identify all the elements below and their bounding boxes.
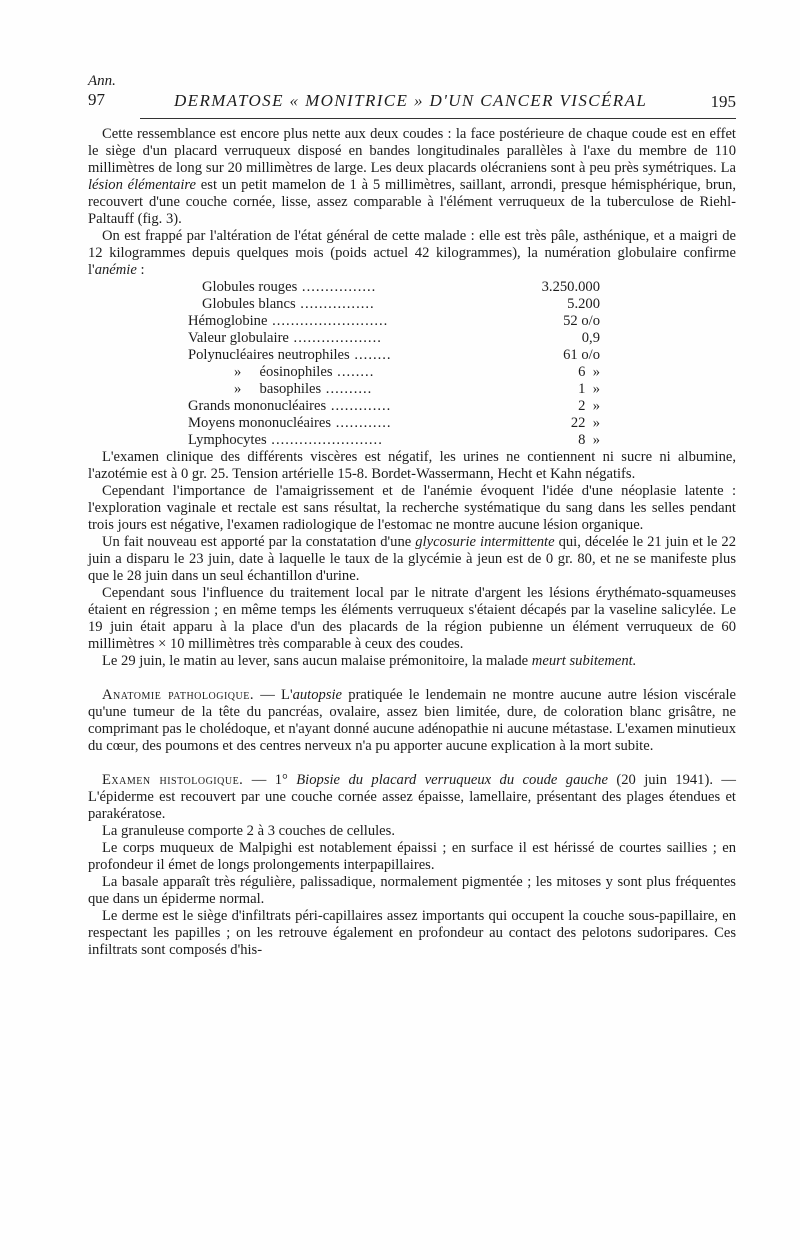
row-value: 5.200 [567,296,600,312]
leader-dots: ............ [331,415,392,431]
leader-dots: ............. [326,398,392,414]
leader-dots: ................ [297,279,377,295]
annotation-page-number: 97 [88,90,105,109]
leader-dots: .......... [321,381,373,397]
table-row [188,347,600,364]
row-label: Moyens mononucléaires [188,415,332,431]
row-value: 8 » [578,432,600,448]
row-value: 1 » [578,381,600,397]
table-row [188,330,600,347]
row-value: 22 » [570,415,600,431]
italic-term: anémie [94,262,137,278]
table-row [188,279,600,296]
running-title: DERMATOSE « MONITRICE » D'UN CANCER VISCÉRAL [174,91,648,110]
paragraph: Le derme est le siège d'infiltrats péri-capillaires assez importants qui occupent la couche sous-papillaire, en respectant les papilles ; on les retrouve également en profondeur au contact des pelotons sudoripares. Ces infiltrats sont composés d'his- [88,908,736,958]
row-label: Polynucléaires neutrophiles [188,347,350,363]
paragraph: La granuleuse comporte 2 à 3 couches de cellules. [102,823,395,839]
table-row [188,364,600,381]
text-run: est un petit mamelon de 1 à 5 millimètres, saillant, arrondi, presque hémisphérique, brun, recouvert d'une couche cornée, lisse, assez comparable à l'élément verruqueux de la tuberculose de Riehl-Paltauff (fig. 3). [88,177,736,227]
italic-term: lésion élémentaire [88,177,196,193]
text-run: On est frappé par l'altération de l'état général de cette malade : elle est très pâle, asthénique, et a maigri de 12 kilogrammes depuis quelques mois (poids actuel 42 kilogrammes), la numération globulaire confirme l' [88,228,736,278]
paragraph: La basale apparaît très régulière, palissadique, normalement pigmentée ; les mitoses y sont plus fréquentes que dans un épiderme normal. [88,874,736,907]
paragraph [88,687,736,755]
row-label: Globules rouges [202,279,298,295]
italic-term: Biopsie du placard verruqueux du coude gauche [296,772,608,788]
row-value: 0,9 [581,330,600,346]
section-heading: Anatomie pathologique. [102,687,254,703]
annotation-ann: Ann. [88,73,116,89]
table-row [188,296,600,313]
text-run: — L' [253,687,293,703]
page-number: 195 [710,92,736,111]
row-value: 61 o/o [563,347,600,363]
paragraph: Cependant l'importance de l'amaigrissement et de l'anémie évoquent l'idée d'une néoplasie latente : l'exploration vaginale et rectale est sans résultat, la recherche systématique du sang dans les selles pendant trois jours est négative, l'examen radiologique de l'estomac ne montre aucune lésion organique. [88,483,736,533]
blood-count-table [188,279,600,449]
text-run: Cette ressemblance est encore plus nette aux deux coudes : la face postérieure de chaque coude est en effet le siège d'un placard verruqueux disposé en bandes longitudinales parallèles à l'axe du membre de 110 millimètres de long sur 20 millimètres de large. Les deux placards olécraniens sont à peu près symétriques. La [88,126,736,176]
leader-dots: ................ [295,296,375,312]
text-run: (20 juin 1941). — L'épiderme est recouvert par une couche cornée assez épaisse, lamellaire, présentant des plages étendues et parakératose. [88,772,736,822]
row-label: Hémoglobine [188,313,268,329]
leader-dots: ........ [349,347,392,363]
body-text [88,126,736,959]
row-label: Globules blancs [202,296,296,312]
row-label: Lymphocytes [188,432,267,448]
header-rule [140,118,736,119]
paragraph [88,126,736,228]
table-row [188,398,600,415]
text-run: — 1° [243,772,297,788]
paragraph: Cependant sous l'influence du traitement local par le nitrate d'argent les lésions érythémato-squameuses étaient en régression ; en même temps les éléments verruqueux s'étaient décapés par la vaseline salicylée. Le 19 juin était apparu à la place d'un des placards de la région pubienne un élément verruqueux de 60 millimètres × 10 millimètres très comparable à ceux des coudes. [88,585,736,652]
section-heading: Examen histologique. [102,772,244,788]
paragraph [88,534,736,585]
text-run: Le 29 juin, le matin au lever, sans aucun malaise prémonitoire, la malade [102,653,532,669]
table-row [188,432,600,449]
row-label: Valeur globulaire [188,330,289,346]
row-label: » éosinophiles [234,364,333,380]
row-value: 52 o/o [563,313,600,329]
leader-dots: ........................ [266,432,383,448]
row-label: » basophiles [234,381,322,397]
paragraph [88,653,736,670]
paragraph [88,228,736,279]
italic-term: autopsie [292,687,343,703]
table-row [188,313,600,330]
italic-term: glycosurie intermittente [415,534,555,550]
table-row [188,381,600,398]
text-run: pratiquée le lendemain ne montre aucune autre lésion viscérale qu'une tumeur de la tête du pancréas, ovalaire, assez bien limitée, dure, de coloration blanc grisâtre, ne comprimant pas le cholédoque, et n'ayant donné aucune adénopathie ni aucune métastase. L'examen minutieux du cœur, des poumons et des centres nerveux n'a pu apporter aucune explication à la mort subite. [88,687,736,754]
paragraph [88,772,736,823]
paragraph: L'examen clinique des différents viscères est négatif, les urines ne contiennent ni sucre ni albumine, l'azotémie est à 0 gr. 25. Tension artérielle 15-8. Bordet-Wassermann, Hecht et Kahn négatifs. [88,449,736,482]
row-value: 6 » [578,364,600,380]
leader-dots: ........ [332,364,375,380]
row-value: 3.250.000 [541,279,600,295]
leader-dots: ......................... [267,313,389,329]
table-row [188,415,600,432]
row-value: 2 » [578,398,600,414]
row-label: Grands mononucléaires [188,398,327,414]
italic-term: meurt subitement. [531,653,637,669]
leader-dots: ................... [288,330,382,346]
text-run: : [136,262,145,278]
text-run: Un fait nouveau est apporté par la constatation d'une [102,534,416,550]
paragraph: Le corps muqueux de Malpighi est notablement épaissi ; en surface il est hérissé de courtes saillies ; en profondeur il émet de longs prolongements interpapillaires. [88,840,736,873]
text-run: qui, décelée le 21 juin et le 22 juin a disparu le 23 juin, date à laquelle le taux de la glycémie à jeun est de 0 gr. 80, et ne se manifeste plus que le 28 juin dans un seul échantillon d'urine. [88,534,736,584]
